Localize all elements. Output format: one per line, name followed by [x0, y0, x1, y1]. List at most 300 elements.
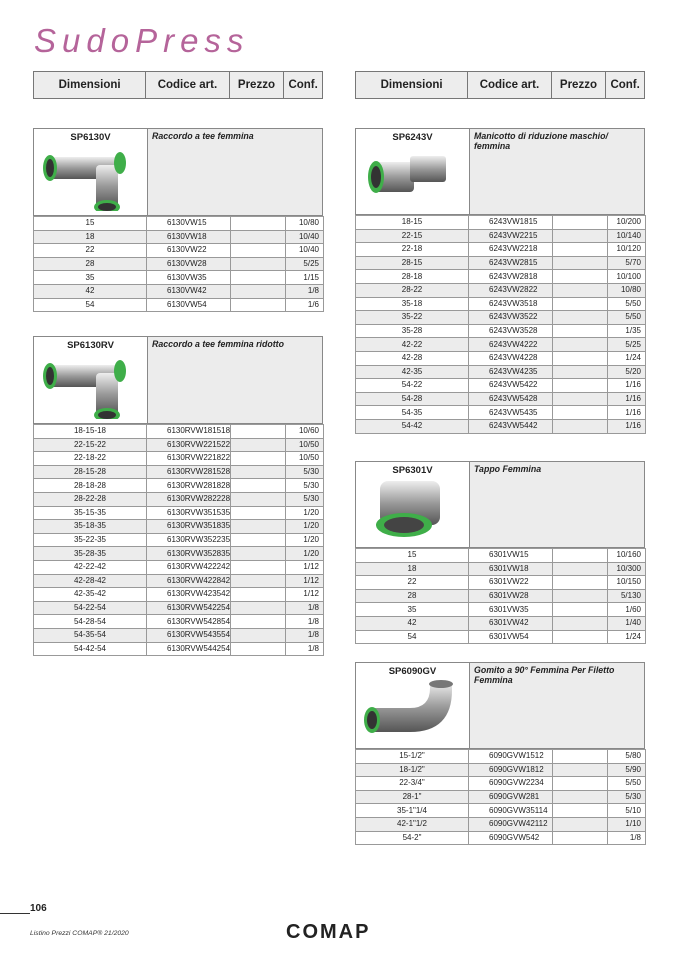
table-row [356, 392, 646, 406]
cell-conf: 10/140 [608, 229, 646, 243]
cell-conf: 5/30 [286, 465, 324, 479]
product-description: Raccordo a tee femmina [148, 129, 322, 215]
cell-code: 6243VW5442 [469, 419, 553, 433]
cell-dimension: 15 [356, 549, 469, 563]
cell-price [553, 562, 608, 576]
cell-conf: 10/160 [608, 549, 646, 563]
table-row [34, 615, 324, 629]
product-code: SP6130RV [67, 340, 114, 351]
cell-code: 6090GVW542 [469, 831, 553, 845]
logo-text: COMAP [286, 921, 371, 942]
table-row [356, 630, 646, 644]
cell-conf: 10/40 [286, 230, 324, 244]
table-row [356, 338, 646, 352]
table-row [34, 560, 324, 574]
cell-dimension: 42-1"1/2 [356, 817, 469, 831]
cell-code: 6130RVW423542 [147, 588, 231, 602]
product-header [355, 662, 645, 749]
cell-dimension: 18-1/2" [356, 763, 469, 777]
cell-code: 6243VW4235 [469, 365, 553, 379]
table-row [356, 351, 646, 365]
table-row [356, 576, 646, 590]
cell-price [553, 379, 608, 393]
cell-code: 6130RVW352835 [147, 547, 231, 561]
cell-code: 6090GVW42112 [469, 817, 553, 831]
cell-code: 6130VW18 [147, 230, 231, 244]
product-image-cell [356, 663, 470, 748]
table-row [356, 297, 646, 311]
cell-conf: 5/25 [608, 338, 646, 352]
table-row [356, 256, 646, 270]
cell-conf: 5/10 [608, 804, 646, 818]
cell-price [231, 479, 286, 493]
table-row [34, 601, 324, 615]
cell-code: 6130VW28 [147, 257, 231, 271]
cell-code: 6090GVW1512 [469, 750, 553, 764]
cell-code: 6090GVW281 [469, 790, 553, 804]
cell-code: 6130RVW542254 [147, 601, 231, 615]
page-number-rule [0, 913, 30, 914]
cell-dimension: 42-35-42 [34, 588, 147, 602]
cell-conf: 5/50 [608, 311, 646, 325]
cell-conf: 1/8 [286, 615, 324, 629]
cell-price [231, 425, 286, 439]
cell-code: 6130VW22 [147, 244, 231, 258]
cell-code: 6301VW22 [469, 576, 553, 590]
cell-conf: 1/60 [608, 603, 646, 617]
cell-price [553, 392, 608, 406]
product-header [33, 128, 323, 216]
cell-code: 6130RVW422842 [147, 574, 231, 588]
cell-dimension: 54-28-54 [34, 615, 147, 629]
product-code: SP6301V [392, 465, 433, 476]
cell-dimension: 54-35 [356, 406, 469, 420]
product-description: Manicotto di riduzione maschio/ femmina [470, 129, 644, 214]
cell-dimension: 35-1"1/4 [356, 804, 469, 818]
cell-dimension: 54-22 [356, 379, 469, 393]
cell-code: 6243VW2818 [469, 270, 553, 284]
product-code: SP6130V [70, 132, 111, 143]
cell-dimension: 54-35-54 [34, 628, 147, 642]
product-table [33, 216, 324, 312]
product-code: SP6243V [392, 132, 433, 143]
cell-price [553, 297, 608, 311]
cell-conf: 1/16 [608, 392, 646, 406]
cell-price [553, 549, 608, 563]
cell-code: 6090GVW2234 [469, 777, 553, 791]
product-image-cell [34, 129, 148, 215]
cell-code: 6243VW2822 [469, 283, 553, 297]
table-row [34, 479, 324, 493]
cell-code: 6243VW3528 [469, 324, 553, 338]
cell-dimension: 54 [356, 630, 469, 644]
brand-title: SudoPress [34, 22, 250, 59]
cell-conf: 10/40 [286, 244, 324, 258]
cell-dimension: 42-28-42 [34, 574, 147, 588]
table-row [34, 298, 324, 312]
cell-code: 6243VW2215 [469, 229, 553, 243]
cell-dimension: 42 [356, 616, 469, 630]
cell-price [231, 244, 286, 258]
product-block [355, 128, 645, 434]
cell-dimension: 35-22 [356, 311, 469, 325]
table-row [34, 438, 324, 452]
table-row [356, 270, 646, 284]
cell-dimension: 22-3/4" [356, 777, 469, 791]
cell-dimension: 35-18 [356, 297, 469, 311]
cell-conf: 10/50 [286, 438, 324, 452]
cell-dimension: 15 [34, 217, 147, 231]
cell-conf: 10/80 [286, 217, 324, 231]
cell-code: 6243VW2218 [469, 243, 553, 257]
cell-price [231, 533, 286, 547]
cell-price [553, 365, 608, 379]
table-row [34, 642, 324, 656]
product-image-cell [356, 129, 470, 214]
cell-conf: 10/150 [608, 576, 646, 590]
product-block [33, 336, 323, 656]
header-conf: Conf. [610, 79, 640, 91]
table-row [356, 562, 646, 576]
cell-conf: 1/16 [608, 379, 646, 393]
cell-dimension: 22-18-22 [34, 452, 147, 466]
cell-dimension: 28 [34, 257, 147, 271]
table-row [34, 547, 324, 561]
cell-code: 6243VW5428 [469, 392, 553, 406]
cell-code: 6130VW15 [147, 217, 231, 231]
cell-price [553, 229, 608, 243]
table-row [34, 425, 324, 439]
cell-price [553, 831, 608, 845]
cell-price [231, 452, 286, 466]
cell-conf: 5/50 [608, 297, 646, 311]
product-header [355, 128, 645, 215]
cell-conf: 10/300 [608, 562, 646, 576]
cell-conf: 1/16 [608, 419, 646, 433]
cell-conf: 5/25 [286, 257, 324, 271]
cell-dimension: 35-18-35 [34, 520, 147, 534]
cell-price [553, 324, 608, 338]
table-row [356, 831, 646, 845]
table-row [356, 324, 646, 338]
cell-price [231, 298, 286, 312]
cell-conf: 1/12 [286, 560, 324, 574]
cell-price [231, 520, 286, 534]
table-row [356, 549, 646, 563]
cell-conf: 1/12 [286, 588, 324, 602]
table-row [356, 283, 646, 297]
cell-code: 6130VW54 [147, 298, 231, 312]
product-table [355, 215, 646, 434]
cell-code: 6301VW42 [469, 616, 553, 630]
cell-dimension: 28-1" [356, 790, 469, 804]
cell-price [553, 283, 608, 297]
cell-conf: 1/20 [286, 506, 324, 520]
cell-conf: 1/40 [608, 616, 646, 630]
cell-conf: 1/12 [286, 574, 324, 588]
cell-price [231, 588, 286, 602]
table-row [356, 589, 646, 603]
cell-code: 6130RVW281828 [147, 479, 231, 493]
cell-price [231, 601, 286, 615]
cell-price [553, 216, 608, 230]
table-row [34, 230, 324, 244]
cell-dimension: 35-28 [356, 324, 469, 338]
cell-price [231, 271, 286, 285]
cell-dimension: 18-15-18 [34, 425, 147, 439]
table-row [356, 419, 646, 433]
cell-dimension: 28-22 [356, 283, 469, 297]
cell-price [231, 615, 286, 629]
table-header-right [355, 71, 645, 99]
cell-price [231, 438, 286, 452]
tee-fitting-icon [38, 145, 138, 211]
cell-code: 6243VW1815 [469, 216, 553, 230]
cell-conf: 1/15 [286, 271, 324, 285]
cell-code: 6130RVW351835 [147, 520, 231, 534]
cell-dimension: 18 [356, 562, 469, 576]
table-row [34, 506, 324, 520]
cell-conf: 10/200 [608, 216, 646, 230]
cell-dimension: 15-1/2" [356, 750, 469, 764]
cell-dimension: 22 [34, 244, 147, 258]
cell-conf: 1/8 [608, 831, 646, 845]
table-row [356, 216, 646, 230]
cell-code: 6243VW5422 [469, 379, 553, 393]
header-conf: Conf. [288, 79, 318, 91]
cell-price [553, 351, 608, 365]
cell-code: 6130RVW181518 [147, 425, 231, 439]
cell-conf: 5/50 [608, 777, 646, 791]
cell-code: 6130RVW544254 [147, 642, 231, 656]
header-prezzo: Prezzo [230, 72, 285, 98]
cell-conf: 1/35 [608, 324, 646, 338]
table-row [356, 365, 646, 379]
header-codice: Codice art. [146, 72, 229, 98]
table-row [34, 217, 324, 231]
cell-dimension: 42-22-42 [34, 560, 147, 574]
table-row [356, 379, 646, 393]
table-row [34, 284, 324, 298]
cell-conf: 1/20 [286, 520, 324, 534]
cell-dimension: 54 [34, 298, 147, 312]
cell-conf: 5/80 [608, 750, 646, 764]
cell-price [553, 419, 608, 433]
cell-code: 6130RVW543554 [147, 628, 231, 642]
cell-code: 6130RVW221522 [147, 438, 231, 452]
cell-conf: 1/20 [286, 533, 324, 547]
cell-conf: 1/20 [286, 547, 324, 561]
cell-code: 6243VW5435 [469, 406, 553, 420]
cell-dimension: 22-15 [356, 229, 469, 243]
cell-price [553, 630, 608, 644]
cell-code: 6243VW2815 [469, 256, 553, 270]
table-row [34, 492, 324, 506]
cell-conf: 1/10 [608, 817, 646, 831]
cell-conf: 5/30 [608, 790, 646, 804]
cell-conf: 1/8 [286, 628, 324, 642]
cell-dimension: 22-15-22 [34, 438, 147, 452]
header-dimensioni: Dimensioni [356, 72, 468, 98]
cell-conf: 5/70 [608, 256, 646, 270]
cell-conf: 1/24 [608, 351, 646, 365]
cell-code: 6090GVW35114 [469, 804, 553, 818]
cell-dimension: 54-42 [356, 419, 469, 433]
header-prezzo: Prezzo [552, 72, 607, 98]
product-image-cell [34, 337, 148, 423]
cell-price [553, 750, 608, 764]
cell-dimension: 42-28 [356, 351, 469, 365]
header-dimensioni: Dimensioni [34, 72, 146, 98]
cell-dimension: 35-28-35 [34, 547, 147, 561]
cell-price [231, 628, 286, 642]
cell-code: 6301VW18 [469, 562, 553, 576]
cell-price [231, 492, 286, 506]
cell-code: 6090GVW1812 [469, 763, 553, 777]
cell-code: 6130RVW351535 [147, 506, 231, 520]
table-row [356, 229, 646, 243]
cell-code: 6301VW54 [469, 630, 553, 644]
header-codice: Codice art. [468, 72, 551, 98]
table-row [356, 790, 646, 804]
cell-dimension: 35 [356, 603, 469, 617]
cell-price [231, 465, 286, 479]
table-row [34, 574, 324, 588]
cell-price [231, 284, 286, 298]
table-row [356, 616, 646, 630]
cell-price [553, 817, 608, 831]
table-row [356, 804, 646, 818]
product-header [355, 461, 645, 548]
table-row [34, 452, 324, 466]
table-row [34, 244, 324, 258]
cell-dimension: 28-15-28 [34, 465, 147, 479]
cell-dimension: 54-2" [356, 831, 469, 845]
table-row [356, 603, 646, 617]
table-row [356, 817, 646, 831]
reducer-fitting-icon [360, 144, 460, 210]
cell-conf: 1/8 [286, 642, 324, 656]
cell-conf: 5/130 [608, 589, 646, 603]
product-header [33, 336, 323, 424]
cell-code: 6243VW4228 [469, 351, 553, 365]
product-block [355, 461, 645, 644]
cell-code: 6243VW4222 [469, 338, 553, 352]
cell-code: 6301VW28 [469, 589, 553, 603]
cell-conf: 10/120 [608, 243, 646, 257]
cell-code: 6130RVW281528 [147, 465, 231, 479]
cell-dimension: 28-18-28 [34, 479, 147, 493]
cell-dimension: 18-15 [356, 216, 469, 230]
table-row [356, 311, 646, 325]
table-row [356, 243, 646, 257]
cell-code: 6130RVW282228 [147, 492, 231, 506]
cell-dimension: 42 [34, 284, 147, 298]
cell-dimension: 54-42-54 [34, 642, 147, 656]
cell-dimension: 18 [34, 230, 147, 244]
cell-price [553, 338, 608, 352]
cell-conf: 5/30 [286, 492, 324, 506]
cap-fitting-icon [360, 477, 460, 543]
cell-code: 6130RVW352235 [147, 533, 231, 547]
cell-code: 6130RVW422242 [147, 560, 231, 574]
product-table [355, 749, 646, 845]
cell-code: 6130VW42 [147, 284, 231, 298]
cell-conf: 5/20 [608, 365, 646, 379]
product-block [33, 128, 323, 312]
cell-dimension: 54-28 [356, 392, 469, 406]
product-table [355, 548, 646, 644]
cell-price [231, 217, 286, 231]
cell-dimension: 35-15-35 [34, 506, 147, 520]
cell-conf: 1/6 [286, 298, 324, 312]
cell-price [231, 547, 286, 561]
cell-code: 6130VW35 [147, 271, 231, 285]
cell-price [553, 406, 608, 420]
footer-text: Listino Prezzi COMAP® 21/2020 [30, 930, 129, 937]
comap-logo [286, 920, 396, 942]
table-row [34, 271, 324, 285]
cell-conf: 10/50 [286, 452, 324, 466]
cell-conf: 1/24 [608, 630, 646, 644]
cell-conf: 5/90 [608, 763, 646, 777]
cell-code: 6243VW3522 [469, 311, 553, 325]
product-block [355, 662, 645, 845]
cell-code: 6301VW15 [469, 549, 553, 563]
cell-price [553, 763, 608, 777]
cell-price [553, 616, 608, 630]
cell-price [553, 256, 608, 270]
cell-price [231, 506, 286, 520]
elbow-fitting-icon [360, 678, 460, 744]
cell-code: 6301VW35 [469, 603, 553, 617]
cell-dimension: 28 [356, 589, 469, 603]
cell-dimension: 28-15 [356, 256, 469, 270]
cell-dimension: 54-22-54 [34, 601, 147, 615]
cell-price [231, 642, 286, 656]
product-image-cell [356, 462, 470, 547]
cell-dimension: 28-22-28 [34, 492, 147, 506]
cell-dimension: 42-35 [356, 365, 469, 379]
table-row [34, 588, 324, 602]
cell-conf: 10/100 [608, 270, 646, 284]
table-row [356, 750, 646, 764]
cell-price [553, 777, 608, 791]
table-row [34, 465, 324, 479]
cell-dimension: 22 [356, 576, 469, 590]
cell-code: 6130RVW221822 [147, 452, 231, 466]
cell-dimension: 22-18 [356, 243, 469, 257]
page-number: 106 [30, 903, 47, 914]
table-row [34, 520, 324, 534]
cell-price [231, 230, 286, 244]
table-row [34, 533, 324, 547]
cell-price [553, 589, 608, 603]
tee-fitting-icon [38, 353, 138, 419]
cell-conf: 1/16 [608, 406, 646, 420]
cell-price [553, 790, 608, 804]
cell-code: 6243VW3518 [469, 297, 553, 311]
cell-dimension: 42-22 [356, 338, 469, 352]
product-description: Tappo Femmina [470, 462, 644, 547]
product-description: Gomito a 90° Femmina Per Filetto Femmina [470, 663, 644, 748]
cell-conf: 1/8 [286, 601, 324, 615]
table-row [34, 628, 324, 642]
cell-price [553, 603, 608, 617]
cell-dimension: 35-22-35 [34, 533, 147, 547]
cell-price [231, 574, 286, 588]
table-row [34, 257, 324, 271]
